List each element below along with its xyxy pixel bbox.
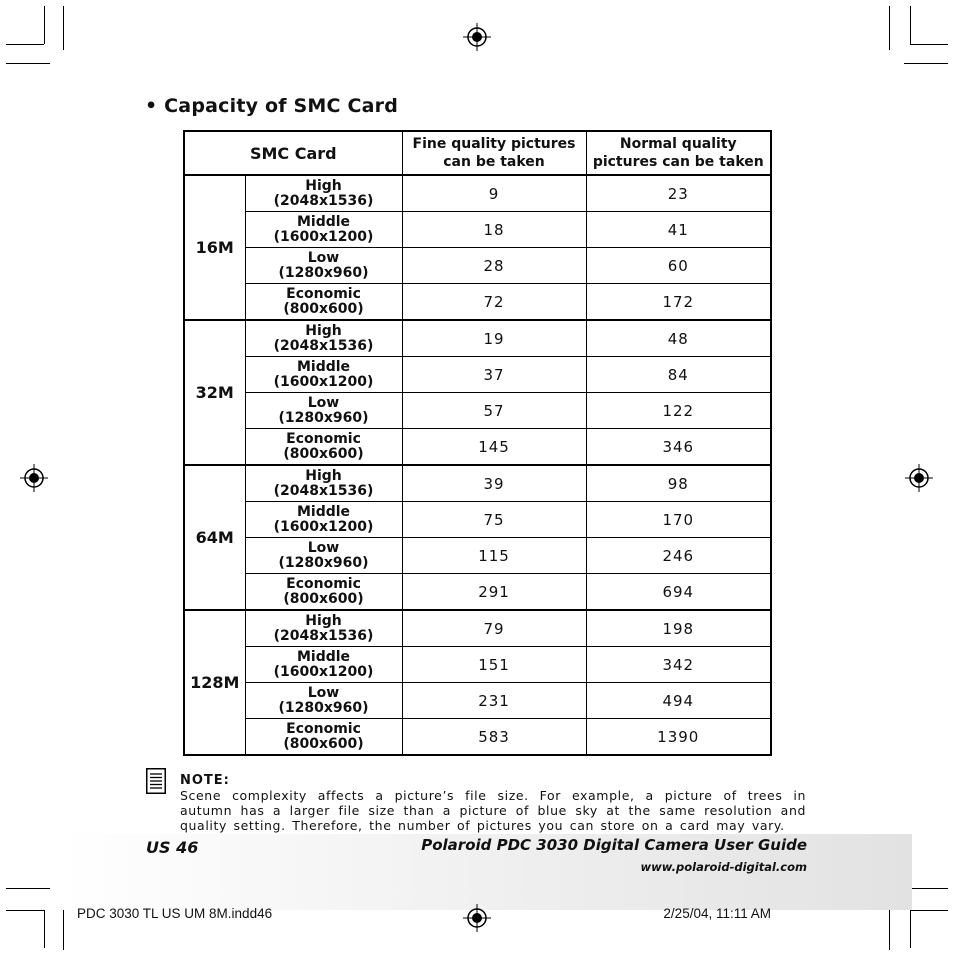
- notepad-icon: [146, 768, 166, 794]
- fine-count: 19: [402, 320, 586, 357]
- table-row: [184, 719, 771, 756]
- normal-count: 172: [586, 284, 771, 321]
- fine-count: 151: [402, 647, 586, 683]
- quality-level: Economic: [286, 285, 361, 302]
- fine-count: 79: [402, 610, 586, 647]
- page-number: US 46: [146, 838, 199, 857]
- quality-level: High: [305, 467, 342, 484]
- quality-level: Economic: [286, 430, 361, 447]
- crop-mark: [44, 910, 45, 948]
- resolution-value: (1600x1200): [273, 373, 374, 390]
- crop-mark: [63, 6, 64, 50]
- normal-count: 198: [586, 610, 771, 647]
- resolution-value: (2048x1536): [273, 482, 374, 499]
- resolution-value: (2048x1536): [273, 627, 374, 644]
- fine-count: 18: [402, 212, 586, 248]
- registration-mark-icon: [20, 464, 48, 492]
- resolution-cell: [245, 357, 402, 393]
- header-normal-line1: Normal quality: [619, 136, 737, 152]
- table-row: [184, 683, 771, 719]
- print-slug-date: 2/25/04, 11:11 AM: [663, 906, 771, 921]
- capacity-cell: 64M: [184, 465, 245, 610]
- resolution-value: (800x600): [283, 735, 364, 752]
- fine-count: 37: [402, 357, 586, 393]
- resolution-value: (2048x1536): [273, 192, 374, 209]
- capacity-table: [183, 130, 772, 756]
- normal-count: 494: [586, 683, 771, 719]
- fine-count: 28: [402, 248, 586, 284]
- crop-mark: [6, 888, 50, 889]
- resolution-cell: [245, 393, 402, 429]
- slug-page: 46: [257, 906, 273, 921]
- crop-mark: [889, 906, 890, 950]
- normal-count: 98: [586, 465, 771, 502]
- normal-count: 246: [586, 538, 771, 574]
- fine-count: 231: [402, 683, 586, 719]
- resolution-value: (2048x1536): [273, 337, 374, 354]
- fine-count: 9: [402, 175, 586, 212]
- header-fine-line2: can be taken: [443, 154, 545, 170]
- table-row: [184, 248, 771, 284]
- quality-level: Middle: [296, 213, 351, 230]
- quality-level: Middle: [296, 648, 351, 665]
- table-row: [184, 284, 771, 321]
- resolution-cell: [245, 502, 402, 538]
- crop-mark: [910, 910, 948, 911]
- resolution-cell: [245, 719, 402, 756]
- resolution-value: (1280x960): [278, 699, 369, 716]
- table-row: [184, 538, 771, 574]
- normal-count: 342: [586, 647, 771, 683]
- table-row: [184, 212, 771, 248]
- normal-count: 48: [586, 320, 771, 357]
- table-row: [184, 574, 771, 611]
- crop-mark: [44, 6, 45, 44]
- fine-count: 583: [402, 719, 586, 756]
- resolution-cell: [245, 212, 402, 248]
- slug-filename: PDC 3030 TL US UM 8M.indd: [77, 906, 258, 921]
- resolution-value: (800x600): [283, 300, 364, 317]
- resolution-value: (800x600): [283, 445, 364, 462]
- table-row: [184, 610, 771, 647]
- resolution-cell: [245, 574, 402, 611]
- table-row: [184, 502, 771, 538]
- normal-count: 84: [586, 357, 771, 393]
- table-row: [184, 647, 771, 683]
- table-row: [184, 320, 771, 357]
- fine-count: 57: [402, 393, 586, 429]
- quality-level: High: [305, 612, 342, 629]
- section-heading: • Capacity of SMC Card: [145, 95, 399, 117]
- normal-count: 694: [586, 574, 771, 611]
- quality-level: Low: [307, 249, 340, 266]
- normal-count: 41: [586, 212, 771, 248]
- normal-count: 1390: [586, 719, 771, 756]
- table-row: [184, 429, 771, 466]
- resolution-cell: [245, 248, 402, 284]
- registration-mark-icon: [463, 904, 491, 932]
- registration-mark-icon: [463, 23, 491, 51]
- quality-level: Middle: [296, 503, 351, 520]
- note-title: NOTE:: [180, 773, 230, 788]
- guide-title: Polaroid PDC 3030 Digital Camera User Guide: [421, 836, 807, 854]
- header-normal-quality: [586, 131, 771, 175]
- capacity-cell: 128M: [184, 610, 245, 755]
- fine-count: 115: [402, 538, 586, 574]
- fine-count: 145: [402, 429, 586, 466]
- crop-mark: [6, 63, 50, 64]
- crop-mark: [910, 910, 911, 948]
- crop-mark: [6, 44, 44, 45]
- quality-level: High: [305, 177, 342, 194]
- normal-count: 60: [586, 248, 771, 284]
- header-normal-line2: pictures can be taken: [592, 154, 764, 170]
- website-url: www.polaroid-digital.com: [640, 860, 807, 874]
- table-row: [184, 465, 771, 502]
- table-row: [184, 175, 771, 212]
- quality-level: Low: [307, 394, 340, 411]
- resolution-cell: [245, 429, 402, 466]
- fine-count: 75: [402, 502, 586, 538]
- normal-count: 346: [586, 429, 771, 466]
- resolution-cell: [245, 683, 402, 719]
- resolution-cell: [245, 175, 402, 212]
- normal-count: 23: [586, 175, 771, 212]
- normal-count: 170: [586, 502, 771, 538]
- crop-mark: [904, 63, 948, 64]
- resolution-value: (1600x1200): [273, 663, 374, 680]
- crop-mark: [910, 6, 911, 44]
- resolution-value: (1600x1200): [273, 518, 374, 535]
- fine-count: 39: [402, 465, 586, 502]
- resolution-cell: [245, 320, 402, 357]
- crop-mark: [63, 906, 64, 950]
- capacity-cell: 32M: [184, 320, 245, 465]
- table-row: [184, 357, 771, 393]
- crop-mark: [6, 910, 44, 911]
- resolution-value: (1280x960): [278, 554, 369, 571]
- resolution-cell: [245, 465, 402, 502]
- resolution-cell: [245, 538, 402, 574]
- resolution-value: (1280x960): [278, 264, 369, 281]
- header-fine-quality: [402, 131, 586, 175]
- normal-count: 122: [586, 393, 771, 429]
- quality-level: High: [305, 322, 342, 339]
- capacity-cell: 16M: [184, 175, 245, 320]
- resolution-cell: [245, 610, 402, 647]
- registration-mark-icon: [905, 464, 933, 492]
- quality-level: Low: [307, 684, 340, 701]
- header-smc-card: SMC Card: [184, 131, 402, 175]
- note-text: Scene complexity affects a picture’s file size. For example, a picture of trees in autumn has a larger file size than a picture of blue sky at the same resolution and quality setting. Therefore, the number of pictures you can store on a card may vary.: [180, 788, 806, 833]
- table-row: [184, 393, 771, 429]
- fine-count: 291: [402, 574, 586, 611]
- quality-level: Low: [307, 539, 340, 556]
- resolution-value: (1600x1200): [273, 228, 374, 245]
- resolution-value: (1280x960): [278, 409, 369, 426]
- header-fine-line1: Fine quality pictures: [412, 136, 576, 152]
- resolution-cell: [245, 284, 402, 321]
- resolution-value: (800x600): [283, 590, 364, 607]
- crop-mark: [889, 6, 890, 50]
- resolution-cell: [245, 647, 402, 683]
- crop-mark: [910, 44, 948, 45]
- print-slug-file: [77, 906, 272, 921]
- quality-level: Middle: [296, 358, 351, 375]
- quality-level: Economic: [286, 575, 361, 592]
- fine-count: 72: [402, 284, 586, 321]
- quality-level: Economic: [286, 720, 361, 737]
